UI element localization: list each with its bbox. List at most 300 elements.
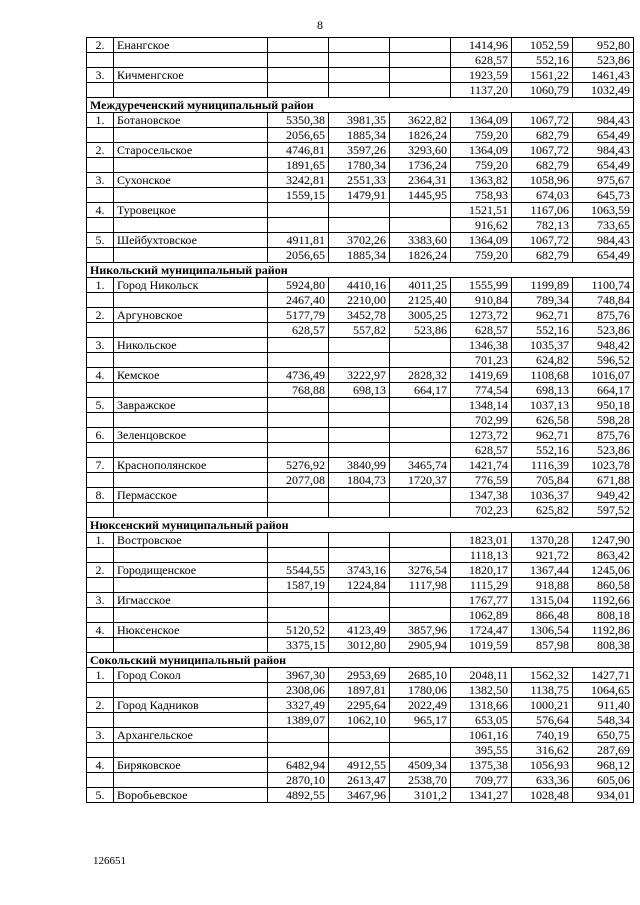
settlement-name: Город Никольск <box>114 278 268 293</box>
row-number: 3. <box>87 68 114 83</box>
value-cell: 596,52 <box>573 353 634 368</box>
value-cell: 1000,21 <box>512 698 573 713</box>
value-cell: 4911,81 <box>268 233 329 248</box>
value-cell <box>390 338 451 353</box>
value-cell: 4011,25 <box>390 278 451 293</box>
value-cell: 1348,14 <box>451 398 512 413</box>
value-cell: 626,58 <box>512 413 573 428</box>
value-cell: 1100,74 <box>573 278 634 293</box>
value-cell: 1414,96 <box>451 38 512 53</box>
value-cell <box>390 593 451 608</box>
value-cell: 523,86 <box>573 323 634 338</box>
value-cell: 523,86 <box>573 443 634 458</box>
value-cell: 768,88 <box>268 383 329 398</box>
value-cell <box>329 443 390 458</box>
table-row <box>87 338 634 353</box>
value-cell: 1363,82 <box>451 173 512 188</box>
settlement-name: Краснополянское <box>114 458 268 473</box>
value-cell: 808,38 <box>573 638 634 653</box>
row-number: 1. <box>87 278 114 293</box>
value-cell: 1826,24 <box>390 248 451 263</box>
value-cell: 633,36 <box>512 773 573 788</box>
value-cell: 916,62 <box>451 218 512 233</box>
value-cell: 875,76 <box>573 428 634 443</box>
value-cell <box>268 338 329 353</box>
value-cell <box>329 353 390 368</box>
value-cell <box>390 503 451 518</box>
value-cell: 3005,25 <box>390 308 451 323</box>
table-row <box>87 323 634 338</box>
row-number: 3. <box>87 593 114 608</box>
value-cell: 857,98 <box>512 638 573 653</box>
value-cell <box>268 608 329 623</box>
value-cell: 1117,98 <box>390 578 451 593</box>
value-cell <box>268 743 329 758</box>
value-cell: 3743,16 <box>329 563 390 578</box>
value-cell: 949,42 <box>573 488 634 503</box>
value-cell: 984,43 <box>573 233 634 248</box>
settlement-name: Нюксенское <box>114 623 268 638</box>
value-cell: 2077,08 <box>268 473 329 488</box>
settlement-name: Игмасское <box>114 593 268 608</box>
tariff-table <box>86 37 634 803</box>
value-cell: 911,40 <box>573 698 634 713</box>
value-cell <box>390 218 451 233</box>
value-cell: 1897,81 <box>329 683 390 698</box>
value-cell: 598,28 <box>573 413 634 428</box>
value-cell: 1479,91 <box>329 188 390 203</box>
settlement-name: Шейбухтовское <box>114 233 268 248</box>
value-cell: 1724,47 <box>451 623 512 638</box>
value-cell: 1521,51 <box>451 203 512 218</box>
value-cell: 1035,37 <box>512 338 573 353</box>
value-cell: 1016,07 <box>573 368 634 383</box>
row-number: 6. <box>87 428 114 443</box>
value-cell <box>390 68 451 83</box>
value-cell: 2056,65 <box>268 248 329 263</box>
value-cell <box>329 38 390 53</box>
value-cell: 605,06 <box>573 773 634 788</box>
value-cell: 1067,72 <box>512 113 573 128</box>
value-cell: 1562,32 <box>512 668 573 683</box>
value-cell: 674,03 <box>512 188 573 203</box>
table-row <box>87 203 634 218</box>
value-cell: 552,16 <box>512 53 573 68</box>
value-cell: 698,13 <box>512 383 573 398</box>
value-cell: 1108,68 <box>512 368 573 383</box>
value-cell: 1587,19 <box>268 578 329 593</box>
value-cell: 682,79 <box>512 158 573 173</box>
settlement-name <box>114 248 268 263</box>
table-row <box>87 173 634 188</box>
value-cell: 1060,79 <box>512 83 573 98</box>
value-cell: 4736,49 <box>268 368 329 383</box>
row-number: 2. <box>87 563 114 578</box>
table-row <box>87 713 634 728</box>
value-cell: 653,05 <box>451 713 512 728</box>
value-cell: 2467,40 <box>268 293 329 308</box>
value-cell: 2308,06 <box>268 683 329 698</box>
value-cell: 5924,80 <box>268 278 329 293</box>
value-cell: 1037,13 <box>512 398 573 413</box>
value-cell: 1419,69 <box>451 368 512 383</box>
row-number: 2. <box>87 308 114 323</box>
row-number: 4. <box>87 368 114 383</box>
value-cell: 1826,24 <box>390 128 451 143</box>
value-cell: 875,76 <box>573 308 634 323</box>
value-cell <box>329 413 390 428</box>
value-cell <box>268 413 329 428</box>
row-number <box>87 638 114 653</box>
value-cell: 3967,30 <box>268 668 329 683</box>
value-cell: 628,57 <box>451 443 512 458</box>
value-cell: 1885,34 <box>329 128 390 143</box>
value-cell: 1032,49 <box>573 83 634 98</box>
value-cell: 671,88 <box>573 473 634 488</box>
settlement-name <box>114 83 268 98</box>
value-cell: 2056,65 <box>268 128 329 143</box>
value-cell: 1245,06 <box>573 563 634 578</box>
value-cell: 1561,22 <box>512 68 573 83</box>
table-row <box>87 308 634 323</box>
district-header-row <box>87 263 634 278</box>
value-cell: 2905,94 <box>390 638 451 653</box>
value-cell: 1421,74 <box>451 458 512 473</box>
value-cell: 3702,26 <box>329 233 390 248</box>
value-cell: 654,49 <box>573 158 634 173</box>
table-row <box>87 398 634 413</box>
settlement-name <box>114 188 268 203</box>
value-cell: 576,64 <box>512 713 573 728</box>
table-row <box>87 488 634 503</box>
row-number <box>87 383 114 398</box>
value-cell: 1720,37 <box>390 473 451 488</box>
value-cell: 1115,29 <box>451 578 512 593</box>
value-cell: 3981,35 <box>329 113 390 128</box>
row-number: 5. <box>87 233 114 248</box>
value-cell <box>329 503 390 518</box>
value-cell: 2953,69 <box>329 668 390 683</box>
value-cell: 2295,64 <box>329 698 390 713</box>
settlement-name: Зеленцовское <box>114 428 268 443</box>
table-row <box>87 233 634 248</box>
value-cell: 2551,33 <box>329 173 390 188</box>
value-cell: 789,34 <box>512 293 573 308</box>
value-cell <box>329 83 390 98</box>
row-number <box>87 683 114 698</box>
value-cell <box>390 743 451 758</box>
value-cell: 968,12 <box>573 758 634 773</box>
value-cell: 1341,27 <box>451 788 512 803</box>
value-cell: 2364,31 <box>390 173 451 188</box>
value-cell: 952,80 <box>573 38 634 53</box>
settlement-name <box>114 158 268 173</box>
value-cell: 740,19 <box>512 728 573 743</box>
value-cell: 965,17 <box>390 713 451 728</box>
value-cell: 950,18 <box>573 398 634 413</box>
value-cell: 1116,39 <box>512 458 573 473</box>
value-cell: 287,69 <box>573 743 634 758</box>
value-cell: 552,16 <box>512 443 573 458</box>
settlement-name <box>114 713 268 728</box>
value-cell: 3276,54 <box>390 563 451 578</box>
value-cell: 316,62 <box>512 743 573 758</box>
value-cell: 1028,48 <box>512 788 573 803</box>
value-cell: 733,65 <box>573 218 634 233</box>
row-number <box>87 608 114 623</box>
value-cell <box>329 533 390 548</box>
value-cell <box>390 488 451 503</box>
value-cell: 1347,38 <box>451 488 512 503</box>
value-cell: 1389,07 <box>268 713 329 728</box>
settlement-name: Сухонское <box>114 173 268 188</box>
value-cell <box>329 68 390 83</box>
row-number <box>87 548 114 563</box>
value-cell: 1780,34 <box>329 158 390 173</box>
table-row <box>87 128 634 143</box>
row-number <box>87 218 114 233</box>
settlement-name: Ботановское <box>114 113 268 128</box>
value-cell: 2685,10 <box>390 668 451 683</box>
value-cell: 4123,49 <box>329 623 390 638</box>
value-cell: 1064,65 <box>573 683 634 698</box>
table-row <box>87 548 634 563</box>
value-cell <box>329 203 390 218</box>
value-cell: 3375,15 <box>268 638 329 653</box>
value-cell <box>268 728 329 743</box>
value-cell: 759,20 <box>451 158 512 173</box>
document-code: 126651 <box>93 855 126 867</box>
row-number: 3. <box>87 338 114 353</box>
value-cell: 3242,81 <box>268 173 329 188</box>
settlement-name <box>114 323 268 338</box>
value-cell: 628,57 <box>268 323 329 338</box>
value-cell: 664,17 <box>573 383 634 398</box>
settlement-name <box>114 128 268 143</box>
value-cell <box>390 428 451 443</box>
value-cell: 1067,72 <box>512 143 573 158</box>
value-cell: 3327,49 <box>268 698 329 713</box>
value-cell: 1224,84 <box>329 578 390 593</box>
table-row <box>87 758 634 773</box>
value-cell: 1058,96 <box>512 173 573 188</box>
table-row <box>87 293 634 308</box>
value-cell: 645,73 <box>573 188 634 203</box>
row-number <box>87 353 114 368</box>
value-cell <box>268 398 329 413</box>
row-number: 5. <box>87 398 114 413</box>
row-number <box>87 773 114 788</box>
value-cell: 1118,13 <box>451 548 512 563</box>
value-cell: 863,42 <box>573 548 634 563</box>
table-row <box>87 698 634 713</box>
value-cell: 3383,60 <box>390 233 451 248</box>
table-row <box>87 53 634 68</box>
settlement-name <box>114 608 268 623</box>
row-number <box>87 443 114 458</box>
value-cell: 4410,16 <box>329 278 390 293</box>
value-cell <box>268 488 329 503</box>
settlement-name: Город Кадников <box>114 698 268 713</box>
table-row <box>87 638 634 653</box>
value-cell: 1823,01 <box>451 533 512 548</box>
value-cell <box>390 608 451 623</box>
value-cell: 3012,80 <box>329 638 390 653</box>
value-cell <box>268 53 329 68</box>
table-row <box>87 158 634 173</box>
district-title: Никольский муниципальный район <box>87 263 634 278</box>
row-number <box>87 743 114 758</box>
value-cell <box>268 503 329 518</box>
table-row <box>87 773 634 788</box>
value-cell: 759,20 <box>451 248 512 263</box>
value-cell: 910,84 <box>451 293 512 308</box>
value-cell: 1364,09 <box>451 233 512 248</box>
value-cell: 705,84 <box>512 473 573 488</box>
table-row <box>87 533 634 548</box>
settlement-name: Кичменгское <box>114 68 268 83</box>
value-cell: 523,86 <box>573 53 634 68</box>
page-number: 8 <box>317 18 323 32</box>
value-cell: 3452,78 <box>329 308 390 323</box>
row-number <box>87 413 114 428</box>
value-cell: 962,71 <box>512 308 573 323</box>
table-row <box>87 113 634 128</box>
district-title: Нюксенский муниципальный район <box>87 518 634 533</box>
table-body <box>87 38 634 803</box>
value-cell <box>390 728 451 743</box>
district-header-row <box>87 518 634 533</box>
row-number: 8. <box>87 488 114 503</box>
value-cell: 4509,34 <box>390 758 451 773</box>
value-cell <box>390 548 451 563</box>
value-cell: 934,01 <box>573 788 634 803</box>
value-cell: 395,55 <box>451 743 512 758</box>
row-number: 2. <box>87 698 114 713</box>
table-row <box>87 83 634 98</box>
value-cell <box>268 38 329 53</box>
value-cell: 1318,66 <box>451 698 512 713</box>
table-row <box>87 413 634 428</box>
settlement-name <box>114 383 268 398</box>
row-number: 7. <box>87 458 114 473</box>
settlement-name <box>114 353 268 368</box>
table-row <box>87 503 634 518</box>
table-row <box>87 608 634 623</box>
value-cell: 1052,59 <box>512 38 573 53</box>
value-cell: 1019,59 <box>451 638 512 653</box>
value-cell: 624,82 <box>512 353 573 368</box>
value-cell <box>268 548 329 563</box>
value-cell <box>268 533 329 548</box>
value-cell: 3857,96 <box>390 623 451 638</box>
value-cell: 664,17 <box>390 383 451 398</box>
value-cell: 3101,2 <box>390 788 451 803</box>
value-cell: 1923,59 <box>451 68 512 83</box>
value-cell: 654,49 <box>573 248 634 263</box>
value-cell: 1273,72 <box>451 428 512 443</box>
value-cell: 2048,11 <box>451 668 512 683</box>
value-cell: 5120,52 <box>268 623 329 638</box>
settlement-name <box>114 53 268 68</box>
value-cell <box>390 443 451 458</box>
table-row <box>87 68 634 83</box>
row-number <box>87 503 114 518</box>
value-cell: 4912,55 <box>329 758 390 773</box>
value-cell <box>329 548 390 563</box>
value-cell: 776,59 <box>451 473 512 488</box>
value-cell: 625,82 <box>512 503 573 518</box>
value-cell: 1315,04 <box>512 593 573 608</box>
value-cell <box>268 593 329 608</box>
row-number <box>87 53 114 68</box>
value-cell: 1736,24 <box>390 158 451 173</box>
table-row <box>87 743 634 758</box>
row-number: 4. <box>87 203 114 218</box>
table-row <box>87 593 634 608</box>
settlement-name <box>114 683 268 698</box>
settlement-name: Кемское <box>114 368 268 383</box>
value-cell: 1461,43 <box>573 68 634 83</box>
value-cell: 628,57 <box>451 53 512 68</box>
value-cell: 698,13 <box>329 383 390 398</box>
value-cell: 548,34 <box>573 713 634 728</box>
value-cell <box>329 53 390 68</box>
value-cell: 1138,75 <box>512 683 573 698</box>
value-cell: 709,77 <box>451 773 512 788</box>
value-cell: 1375,38 <box>451 758 512 773</box>
value-cell: 2828,32 <box>390 368 451 383</box>
value-cell: 2613,47 <box>329 773 390 788</box>
value-cell <box>329 398 390 413</box>
row-number <box>87 248 114 263</box>
district-header-row <box>87 653 634 668</box>
value-cell <box>390 533 451 548</box>
row-number <box>87 128 114 143</box>
value-cell: 3293,60 <box>390 143 451 158</box>
value-cell: 5177,79 <box>268 308 329 323</box>
value-cell: 1445,95 <box>390 188 451 203</box>
value-cell <box>268 443 329 458</box>
value-cell: 1023,78 <box>573 458 634 473</box>
value-cell <box>329 728 390 743</box>
settlement-name: Енангское <box>114 38 268 53</box>
value-cell: 3465,74 <box>390 458 451 473</box>
value-cell: 1559,15 <box>268 188 329 203</box>
table-row <box>87 368 634 383</box>
value-cell: 523,86 <box>390 323 451 338</box>
value-cell <box>268 203 329 218</box>
value-cell: 5350,38 <box>268 113 329 128</box>
value-cell: 1364,09 <box>451 113 512 128</box>
table-row <box>87 383 634 398</box>
value-cell: 774,54 <box>451 383 512 398</box>
value-cell <box>329 743 390 758</box>
value-cell <box>390 53 451 68</box>
row-number <box>87 578 114 593</box>
value-cell: 2210,00 <box>329 293 390 308</box>
value-cell: 2538,70 <box>390 773 451 788</box>
value-cell: 1382,50 <box>451 683 512 698</box>
value-cell <box>390 353 451 368</box>
value-cell: 1067,72 <box>512 233 573 248</box>
value-cell: 6482,94 <box>268 758 329 773</box>
value-cell: 3597,26 <box>329 143 390 158</box>
settlement-name <box>114 638 268 653</box>
table-row <box>87 188 634 203</box>
value-cell: 682,79 <box>512 248 573 263</box>
table-row <box>87 458 634 473</box>
